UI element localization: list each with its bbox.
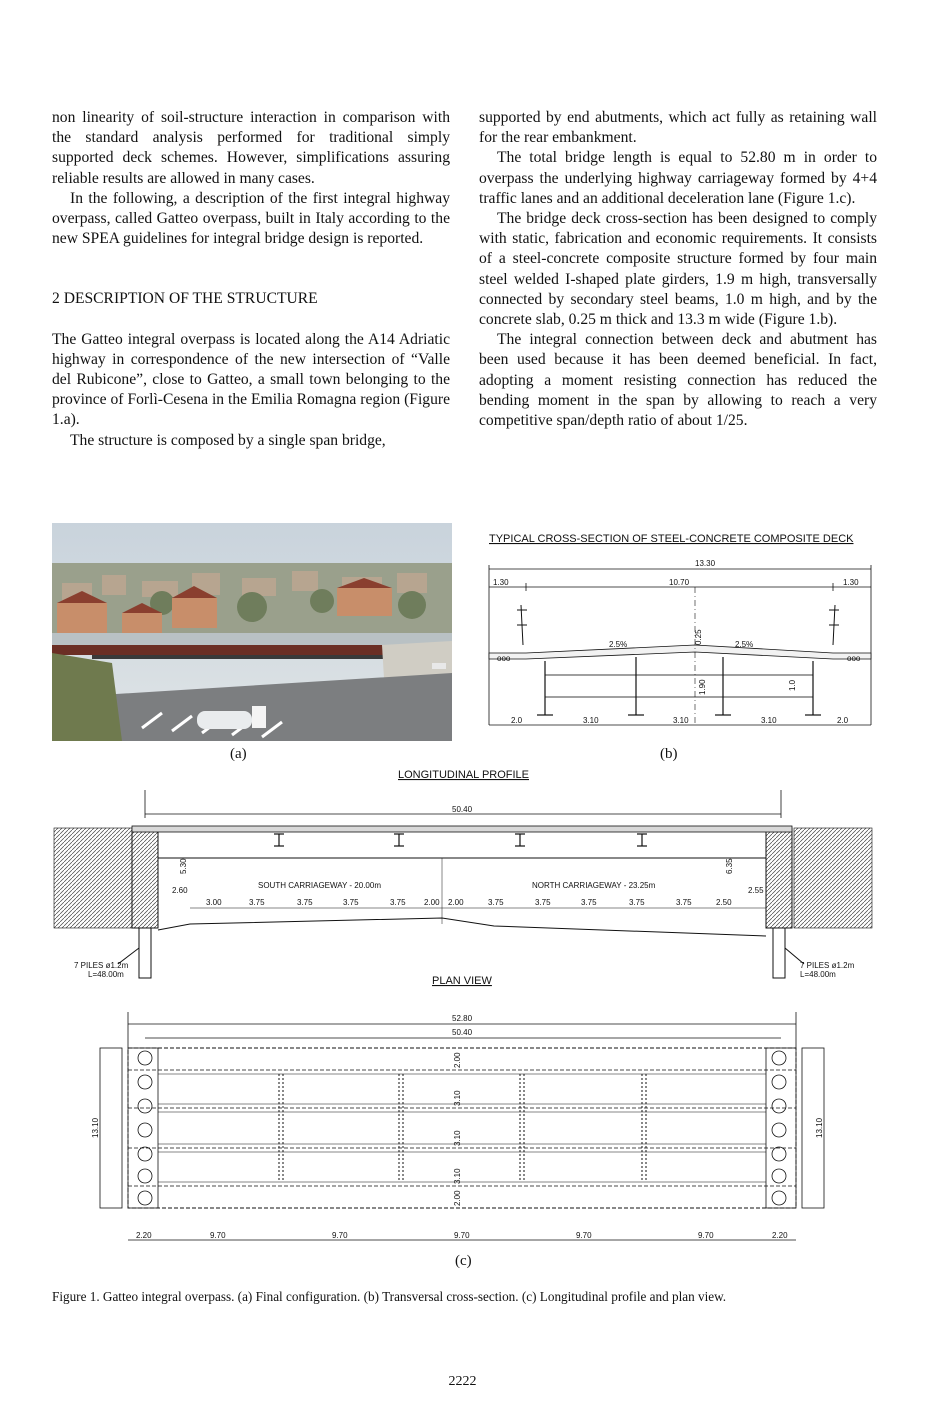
lane-dim: 2.00 [448,898,464,907]
right-text-column [479,108,877,431]
plan-inner: 3.10 [453,1090,462,1106]
plan-inner: 3.10 [453,1168,462,1184]
plan-inner: 3.10 [453,1130,462,1146]
height-left: 5.30 [179,858,188,874]
plan-inner: 2.00 [453,1052,462,1068]
paragraph: The integral connection between deck and abutment has been used because it has been deemed beneficial. In fact, adopting a moment resisting connection has reduced the bending moment in the span by allowing to reach a very competitive span/depth ratio of about 1/25. [479,331,877,430]
plan-bottom-dim: 9.70 [454,1231,470,1240]
left-text-column [52,108,450,451]
slope-left: 2.5% [609,640,628,649]
lane-dim: 3.75 [535,898,551,907]
span-dim: 50.40 [452,805,473,814]
level-left: 2.60 [172,886,188,895]
lane-dim: 3.75 [629,898,645,907]
plan-inner: 2.00 [453,1190,462,1206]
figure-caption: Figure 1. Gatteo integral overpass. (a) Final configuration. (b) Transversal cross-section. (c) Longitudinal profile and plan view. [52,1289,727,1304]
lane-dim: 2.50 [716,898,732,907]
plan-bottom-dim: 9.70 [576,1231,592,1240]
subfigure-label-b: (b) [660,746,678,762]
height-right: 6.35 [725,858,734,874]
plan-bottom-dim: 2.20 [772,1231,788,1240]
lane-dim: 3.75 [390,898,406,907]
north-carriageway: NORTH CARRIAGEWAY - 23.25m [532,881,656,890]
bottom-dim: 3.10 [673,716,689,725]
cross-section-drawing [483,525,878,740]
cross-section-title: TYPICAL CROSS-SECTION OF STEEL-CONCRETE COMPOSITE DECK [489,533,854,545]
piles-left: 7 PILES ø1.2m [74,961,129,970]
lane-dim: 3.75 [249,898,265,907]
lane-dim: 3.75 [297,898,313,907]
paragraph: The structure is composed by a single span bridge, [70,431,386,449]
beam-height: 1.0 [788,679,797,691]
section-heading: 2 DESCRIPTION OF THE STRUCTURE [52,290,318,308]
dim-mid: 10.70 [669,578,690,587]
overpass-photo [52,523,452,741]
lane-dim: 3.75 [343,898,359,907]
girder-height: 1.90 [698,679,707,695]
subfigure-label-c: (c) [455,1253,472,1269]
paragraph: The Gatteo integral overpass is located along the A14 Adriatic highway in correspondence of the new intersection of “Valle del Rubicone”, close to Gatteo, a small town belonging to the province of Forlì-Cesena in the Emilia Romagna region (Figure 1.a). [52,330,450,429]
paragraph: The bridge deck cross-section has been designed to comply with static, fabrication and economic requirements. It consists of a steel-concrete composite structure formed by four main steel welded I-shaped plate girders, 1.9 m high, transversally connected by secondary steel beams, 1.0 m high, and by the concrete slab, 0.25 m thick and 13.3 m wide (Figure 1.b). [479,210,877,329]
dim-left: 1.30 [493,578,509,587]
paragraph: supported by end abutments, which act fully as retaining wall for the rear embankment. [479,109,877,147]
bottom-dim: 2.0 [837,716,849,725]
bottom-dim: 3.10 [583,716,599,725]
page-number: 2222 [448,1374,477,1389]
plan-title: PLAN VIEW [432,975,492,987]
pipes-right: ooo [847,654,861,663]
plan-width-right: 13.10 [815,1117,824,1138]
plan-bottom-dim: 2.20 [136,1231,152,1240]
plan-total: 52.80 [452,1014,473,1023]
slope-right: 2.5% [735,640,754,649]
lane-dim: 3.00 [206,898,222,907]
paragraph: In the following, a description of the first integral highway overpass, called Gatteo overpass, built in Italy according to the new SPEA guidelines for integral bridge design is reported. [52,189,450,248]
slab-thickness: 0.25 [694,629,703,645]
piles-left-length: L=48.00m [88,970,124,979]
subfigure-label-a: (a) [230,746,247,762]
paragraph: The total bridge length is equal to 52.80 m in order to overpass the underlying highway carriageway formed by 4+4 traffic lanes and an additional deceleration lane (Figure 1.c). [479,149,877,207]
dim-total: 13.30 [695,559,716,568]
plan-bottom-dim: 9.70 [698,1231,714,1240]
bottom-dim: 2.0 [511,716,523,725]
lane-dim: 3.75 [488,898,504,907]
longitudinal-title: LONGITUDINAL PROFILE [398,769,530,781]
piles-right-length: L=48.00m [800,970,836,979]
lane-dim: 3.75 [676,898,692,907]
longitudinal-and-plan-drawing [44,762,880,1252]
paragraph: non linearity of soil-structure interaction in comparison with the standard analysis performed for traditional simply supported deck schemes. However, simplifications assuring reliable results are allowed in many cases. [52,109,450,187]
plan-bottom-dim: 9.70 [210,1231,226,1240]
piles-right: 7 PILES ø1.2m [800,961,855,970]
plan-bottom-dim: 9.70 [332,1231,348,1240]
bottom-dim: 3.10 [761,716,777,725]
dim-right: 1.30 [843,578,859,587]
plan-span: 50.40 [452,1028,473,1037]
level-right: 2.55 [748,886,764,895]
lane-dim: 3.75 [581,898,597,907]
lane-dim: 2.00 [424,898,440,907]
south-carriageway: SOUTH CARRIAGEWAY - 20.00m [258,881,381,890]
plan-width-left: 13.10 [91,1117,100,1138]
pipes-left: ooo [497,654,511,663]
